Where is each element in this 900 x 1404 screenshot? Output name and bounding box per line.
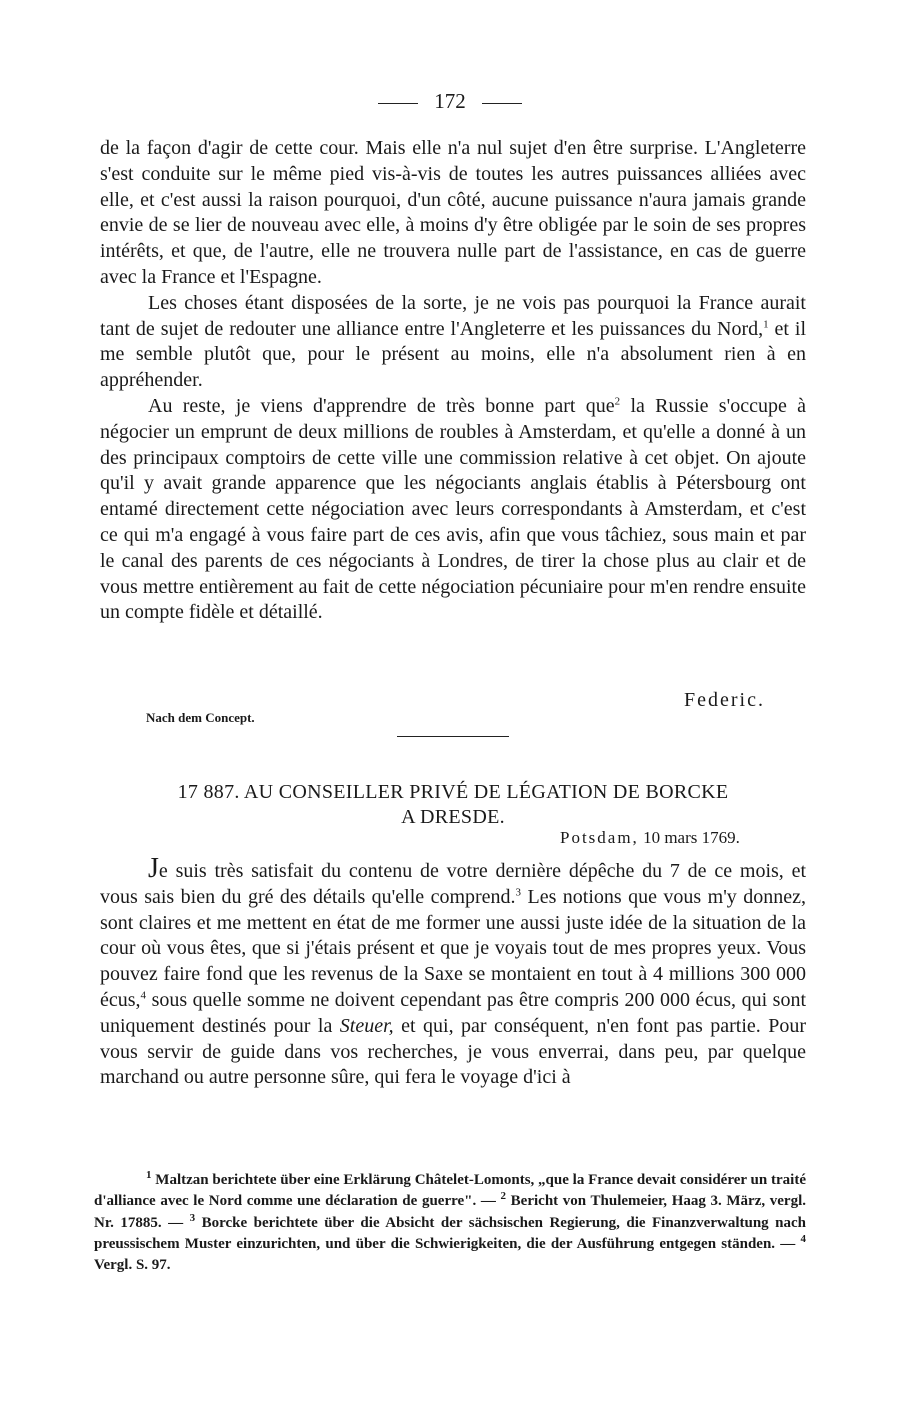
letter-number: 17 887. — [177, 781, 240, 803]
footnote-4-mark: 4 — [800, 1232, 806, 1245]
dateline-place: Potsdam, — [560, 828, 639, 847]
letter-2-paragraph — [100, 853, 806, 1091]
paragraph-3-text-b: la Russie s'occupe à négocier un emprunt de deux millions de roubles à Amsterdam, et qu'elle a donné à un des principaux comptoirs de cette ville une commission relative à cet objet. On ajoute qu'il y avait grande apparence que les négociants anglais établis à Pétersbourg ont entamé directement cette négociation avec leurs correspondants à Amsterdam, et c'est ce qui m'a engagé à vous faire part de ces avis, afin que vous tâchiez, sous main et par le canal des parents de ces négociants à Londres, de tirer la chose plus au clair et de vous mettre entièrement au fait de cette négociation pécuniaire pour m'en rendre ensuite un compte fidèle et détaillé. — [100, 394, 806, 624]
drop-cap: J — [148, 853, 159, 884]
page-number: 172 — [434, 89, 466, 113]
footnotes — [94, 1170, 806, 1276]
heading-line-2: A DRESDE. — [401, 806, 505, 828]
heading-line-1 — [100, 780, 806, 805]
footnote-ref-2: 2 — [614, 395, 621, 408]
letter-2-text-c: sous quelle somme ne doivent cependant pas être compris 200 000 écus, qui sont uniquement destinés pour la — [100, 988, 806, 1037]
footnote-ref-3: 3 — [515, 886, 522, 899]
letter-body-2 — [100, 853, 806, 1091]
footnote-3-mark: 3 — [189, 1211, 196, 1224]
footnote-2: Bericht von Thulemeier, Haag 3. März, vergl. Nr. 17885. — — [94, 1193, 807, 1231]
footnotes-paragraph — [94, 1170, 806, 1276]
paragraph-2-text-a: Les choses étant disposées de la sorte, je ne vois pas pourquoi la France aurait tant de sujet de redouter une alliance entre l'Angleterre et les puissances du Nord, — [100, 291, 806, 340]
letter-2-italic-term: Steuer, — [339, 1014, 394, 1037]
letter-2-text-d: et qui, par conséquent, n'en font pas partie. Pour vous servir de guide dans vos recherches, je vous enverrai, dans peu, par quelque marchand ou autre personne sûre, qui fera le voyage d'ici à — [100, 1014, 806, 1089]
dateline-date: 10 mars 1769. — [643, 828, 740, 847]
signature: Federic. — [684, 689, 765, 711]
letter-2-text-a: e suis très satisfait du contenu de votre dernière dépêche du 7 de ce mois, et vous sais bien du gré des détails qu'elle comprend. — [100, 860, 806, 908]
letter-2-text-b: Les notions que vous m'y donnez, sont claires et me mettent en état de me former une aussi juste idée de la situation de la cour où vous êtes, que si j'étais présent et que je voyais tout de mes propres yeux. Vous pouvez faire fond que les revenus de la Saxe se montaient en tout à 4 millions 300 000 écus, — [100, 885, 806, 1011]
footnote-1-mark: 1 — [146, 1169, 152, 1181]
footnote-2-mark: 2 — [500, 1190, 507, 1203]
footnote-ref-4: 4 — [140, 989, 147, 1002]
header-rule-left — [378, 103, 418, 104]
paragraph-3-text-a: Au reste, je viens d'apprendre de très bonne part que — [148, 394, 615, 417]
footnote-3: Borcke berichtete über die Absicht der sächsischen Regierung, die Finanzverwaltung nach preussischem Muster einzurichten, und über die Schwierigkeiten, die der Ausführung entgegen ständen. — — [94, 1214, 806, 1252]
paragraph-3 — [100, 394, 806, 626]
header-rule-right — [482, 103, 522, 104]
heading-recipient: AU CONSEILLER PRIVÉ DE LÉGATION DE BORCKE — [243, 781, 729, 803]
footnote-4: Vergl. S. 97. — [94, 1257, 171, 1274]
source-note: Nach dem Concept. — [146, 710, 255, 725]
dateline — [560, 828, 740, 848]
letter-body-1 — [100, 136, 806, 626]
section-divider — [397, 736, 509, 737]
footnote-1: Maltzan berichtete über eine Erklärung Châtelet-Lomonts, „que la France devait considérer un traité d'alliance avec le Nord comme une déclaration de guerre". — — [94, 1172, 806, 1210]
page-header — [0, 88, 900, 114]
footnote-ref-1: 1 — [763, 317, 769, 330]
paragraph-2-text-b: et il me semble plutôt que, pour le présent au moins, elle n'a absolument rien à en appréhender. — [100, 317, 806, 392]
paragraph-2 — [100, 291, 806, 394]
paragraph-1: de la façon d'agir de cette cour. Mais elle n'a nul sujet d'en être surprise. L'Angleterre s'est conduite sur le même pied vis-à-vis de toutes les autres puissances alliées avec elle, et c'est aussi la raison pourquoi, d'un côté, aucune puissance n'aura jamais grande envie de se lier de nouveau avec elle, à moins d'y être obligée par le soin de ses propres intérêts, et que, de l'autre, elle ne trouvera nulle part de l'assistance, en cas de guerre avec la France et l'Espagne. — [100, 137, 806, 288]
letter-heading — [100, 780, 806, 830]
